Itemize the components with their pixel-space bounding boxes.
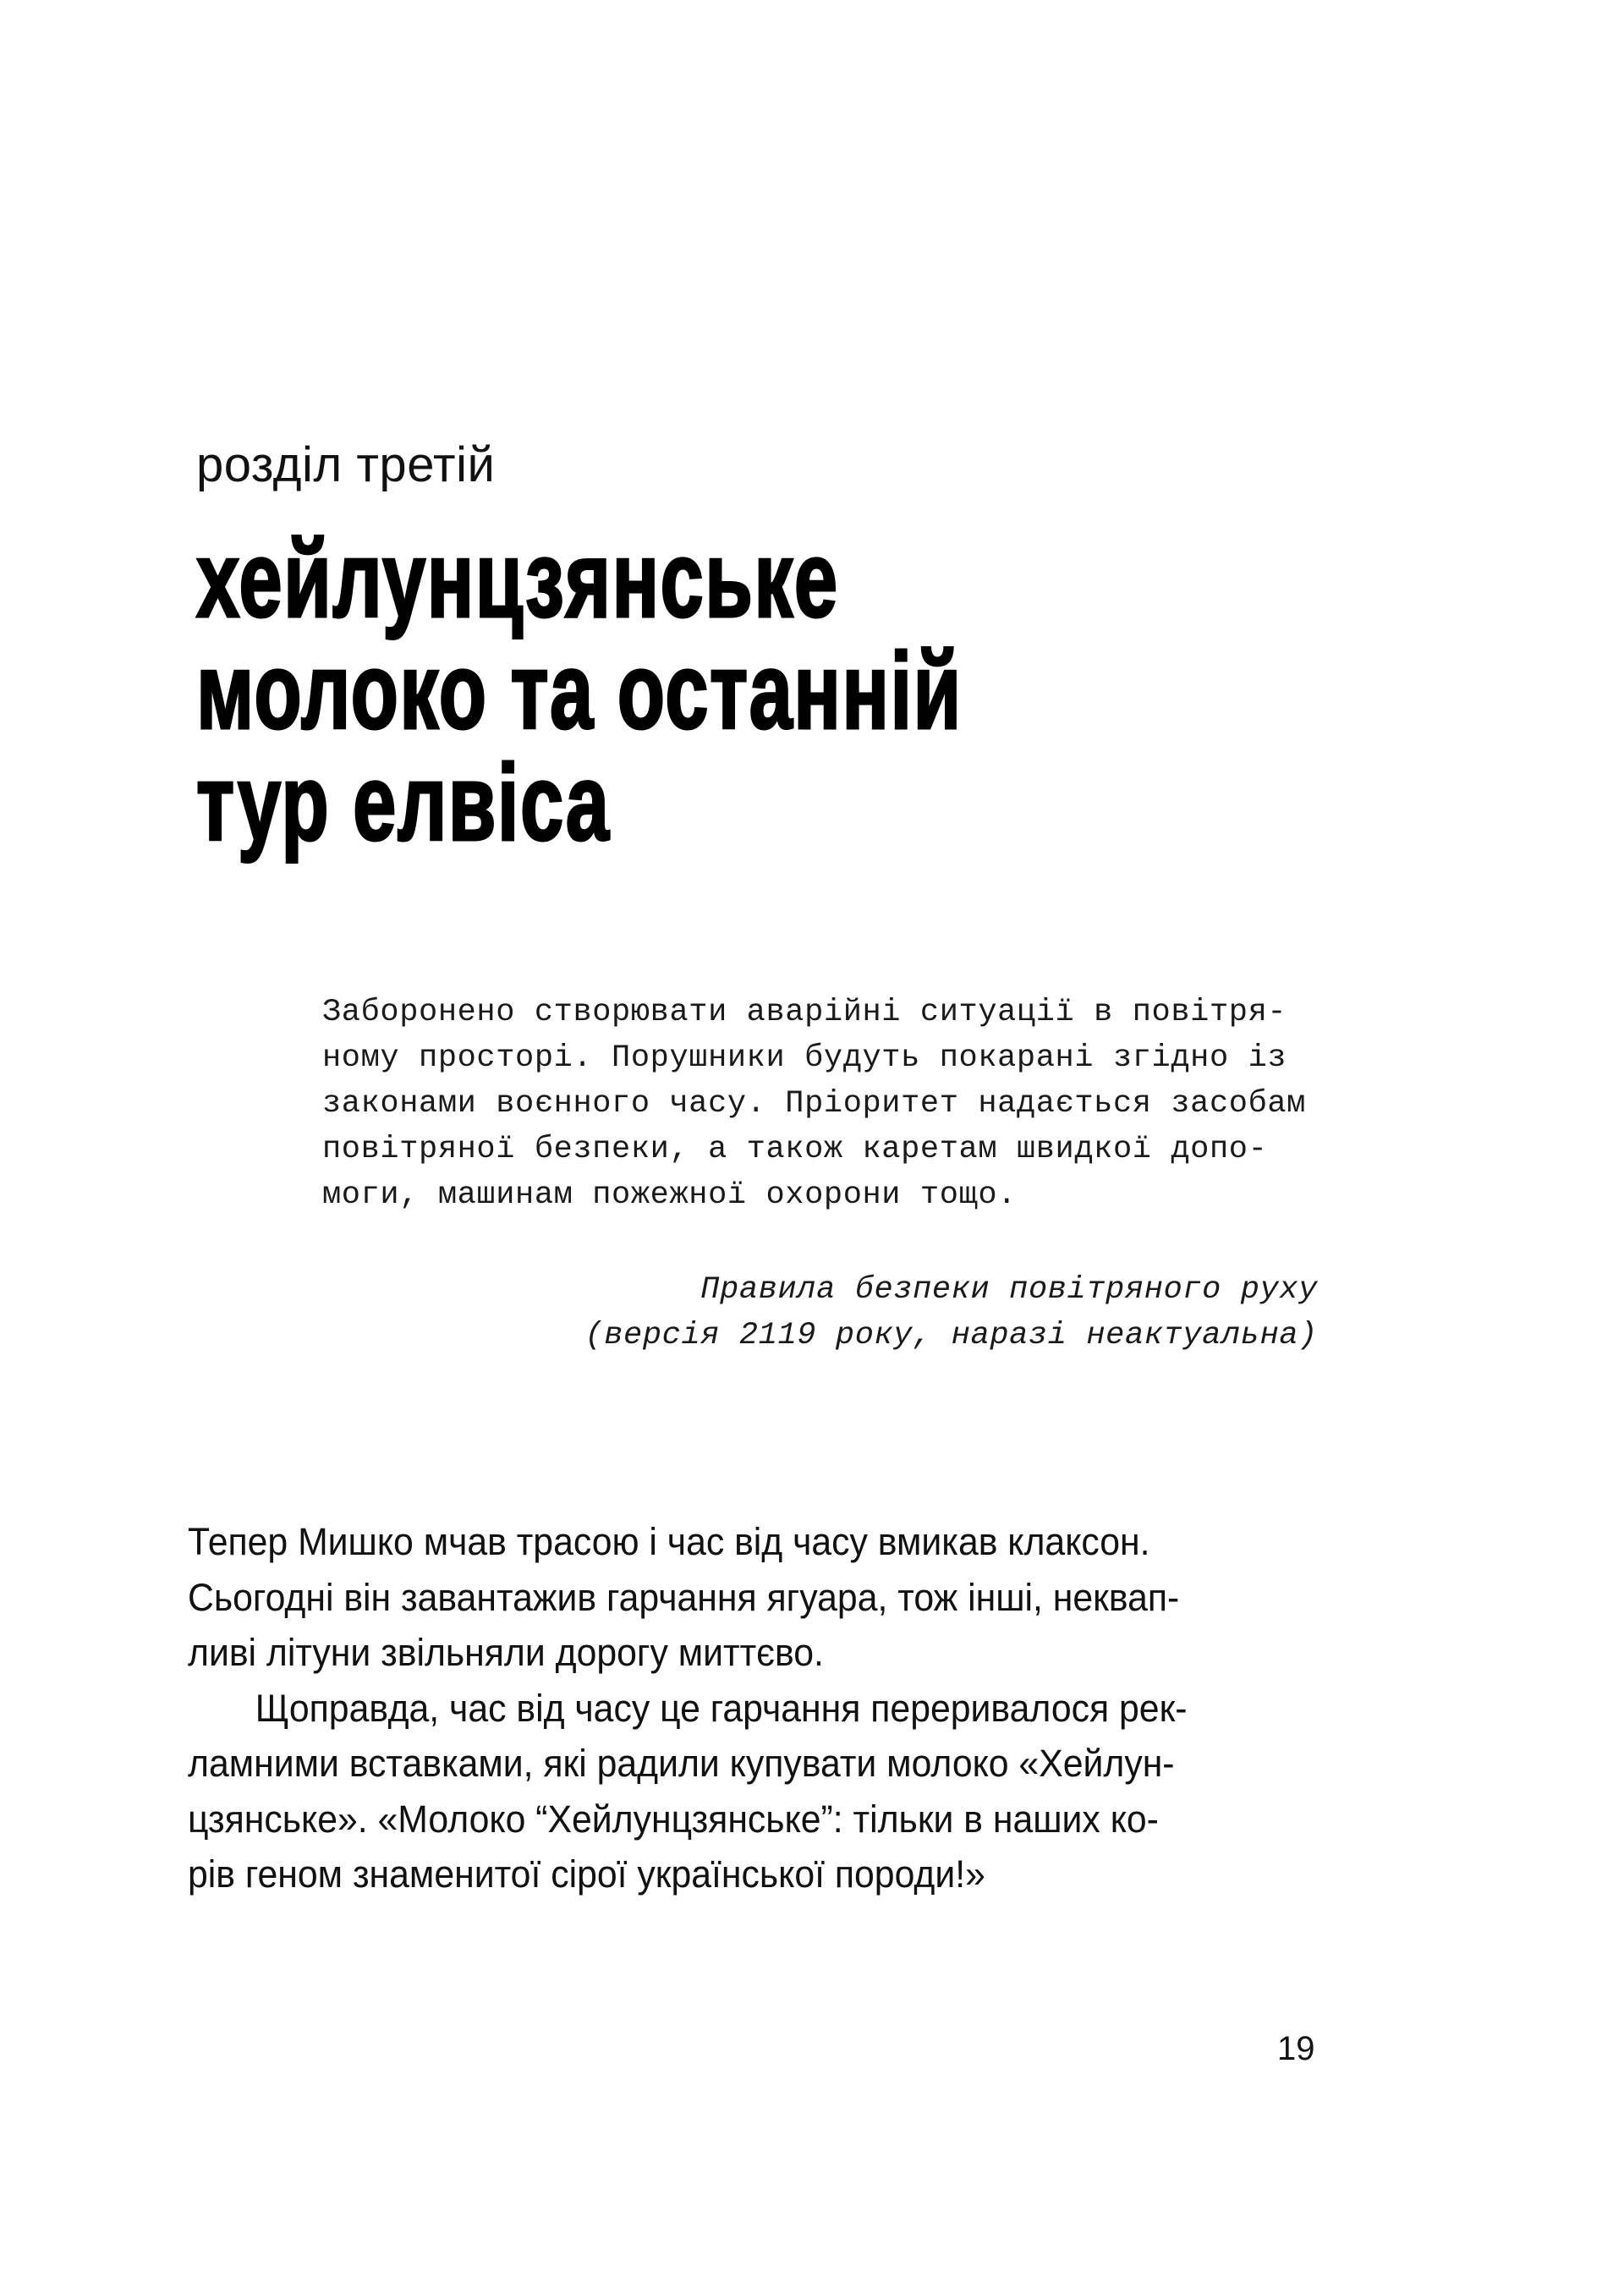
- chapter-title-line: тур елвіса: [196, 743, 611, 864]
- chapter-title: [196, 519, 963, 864]
- chapter-label: розділ третій: [196, 437, 496, 492]
- paragraph-1-line: Сьогодні він завантажив гарчання ягуара, тож інші, неквап-: [188, 1575, 1180, 1619]
- epigraph-source-line: Правила безпеки повітряного руху: [700, 1272, 1318, 1308]
- paragraph-1-line: ливі літуни звільняли дорогу миттєво.: [188, 1631, 824, 1674]
- epigraph-line: Заборонено створювати аварійні ситуації в повітря-: [322, 995, 1287, 1030]
- body-text: [188, 1514, 1273, 1902]
- epigraph-line: повітряної безпеки, а також каретам швидкої допо-: [322, 1132, 1268, 1167]
- epigraph-line: моги, машинам пожежної охорони тощо.: [322, 1177, 1017, 1213]
- epigraph-line: законами воєнного часу. Пріоритет надається засобам: [322, 1086, 1306, 1122]
- epigraph-source: [584, 1267, 1318, 1358]
- epigraph-source-line: (версія 2119 року, наразі неактуальна): [584, 1318, 1318, 1353]
- chapter-title-line: молоко та останній: [196, 631, 963, 752]
- paragraph-1-line: Тепер Мишко мчав трасою і час від часу вмикав клаксон.: [188, 1520, 1150, 1563]
- chapter-title-line: хейлунцзянське: [196, 519, 839, 640]
- epigraph: [322, 990, 1320, 1218]
- page-number: 19: [1277, 2030, 1315, 2067]
- paragraph-2-line: Щоправда, час від часу це гарчання переривалося рек-: [255, 1686, 1188, 1730]
- paragraph-2-line: ламними вставками, які радили купувати молоко «Хейлун-: [188, 1742, 1175, 1785]
- paragraph-2-line: цзянське». «Молоко “Хейлунцзянське”: тільки в наших ко-: [188, 1797, 1159, 1841]
- paragraph-2-line: рів геном знаменитої сірої української породи!»: [188, 1852, 985, 1896]
- epigraph-line: ному просторі. Порушники будуть покарані згідно із: [322, 1040, 1287, 1076]
